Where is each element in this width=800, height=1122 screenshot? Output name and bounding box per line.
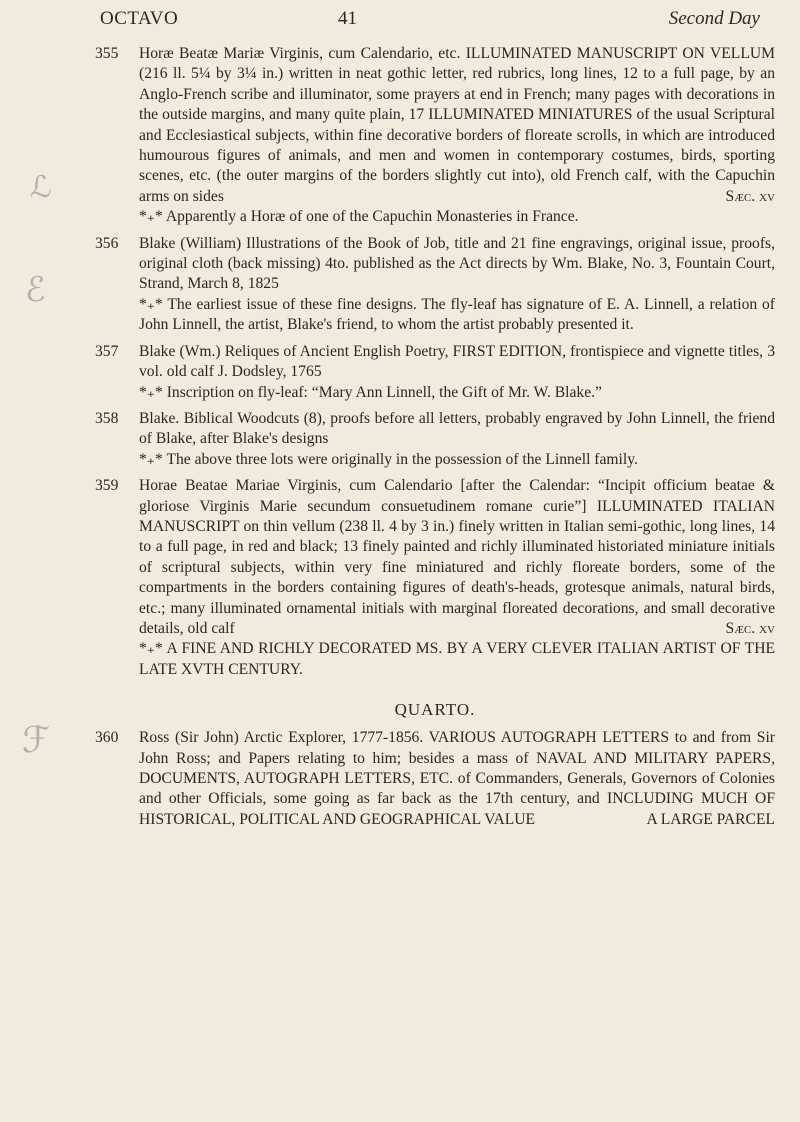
lot-number: 355 [95,45,119,62]
pencil-mark: ℰ [25,270,46,310]
lot-note: *₊* The above three lots were originally in the possession of the Linnell family. [139,450,638,468]
header-format: OCTAVO [100,8,179,29]
lot-description: Ross (Sir John) Arctic Explorer, 1777-1856. VARIOUS AUTOGRAPH LETTERS to and from Sir John Ross; and Papers relating to him; besides a mass of NAVAL AND MILITARY PAPERS, DOCUMENTS, AUTOGRAPH LETTERS, ETC. of Commanders, Generals, Governors of Colonies and other Officials, some going as far back as the 17th century, and INCLUDING MUCH OF HISTORICAL, POLITICAL AND GEOGRAPHICAL VALUE [139,729,775,828]
lot-entry [95,409,775,470]
lot-entry [95,342,775,403]
lot-description: Blake (Wm.) Reliques of Ancient English Poetry, FIRST EDITION, frontispiece and vignette titles, 3 vol. old calf J. Dodsley, 1765 [139,342,775,381]
lot-note: *₊* Inscription on fly-leaf: “Mary Ann Linnell, the Gift of Mr. W. Blake.” [139,383,602,401]
lot-description: Horæ Beatæ Mariæ Virginis, cum Calendario, etc. ILLUMINATED MANUSCRIPT ON VELLUM (216 ll. 5¼ by 3¼ in.) written in neat gothic letter, red rubrics, long lines, 12 to a full page, by an Anglo-French scribe and illuminator, some prayers at end in French; many pages with decorations in the outside margins, and many quite plain, 17 ILLUMINATED MINIATURES of the usual Scriptural and Ecclesiastical subjects, within fine decorative borders of floreate scrolls, in which are introduced humourous figures of animals, and men and women in contemporary costumes, birds, sporting scenes, etc. (the outer margins of the borders slightly cut into), old French calf, with the Capuchin arms on sides [139,45,775,205]
pencil-mark: ℱ [22,720,51,761]
lot-description: Blake (William) Illustrations of the Book of Job, title and 21 fine engravings, original issue, proofs, original cloth (back missing) 4to. published as the Act directs by Wm. Blake, No. 3, Fountain Court, Strand, March 8, 1825 [139,234,775,293]
lot-date: Sæc. xv [725,619,775,637]
lot-lot-size: A LARGE PARCEL [646,810,775,828]
lot-number: 358 [95,409,119,427]
lot-entry [95,44,775,228]
lot-description: Blake. Biblical Woodcuts (8), proofs before all letters, probably engraved by John Linnell, the friend of Blake, after Blake's designs [139,409,775,448]
lot-date: Sæc. xv [725,187,775,205]
lot-entry [95,728,775,830]
lot-entry [95,234,775,336]
page-header [100,8,760,30]
lot-number: 357 [95,342,119,360]
lot-note: *₊* A FINE AND RICHLY DECORATED MS. BY A VERY CLEVER ITALIAN ARTIST OF THE LATE XVTH CENTURY. [139,640,775,678]
page-number: 41 [338,8,357,29]
lot-number: 360 [95,729,119,747]
lot-note: *₊* The earliest issue of these fine designs. The fly-leaf has signature of E. A. Linnell, a relation of John Linnell, the artist, Blake's friend, to whom the artist probably presented it. [139,295,775,334]
lot-description: Horae Beatae Mariae Virginis, cum Calendario [after the Calendar: “Incipit officium beatae & gloriose Virginis Marie secundum consuetudinem romane curie”] ILLUMINATED ITALIAN MANUSCRIPT on thin vellum (238 ll. 4 by 3 in.) finely written in Italian semi-gothic, long lines, 14 to a full page, in red and black; 13 finely painted and richly illuminated historiated miniature initials of scriptural subjects, within very fine miniatured and richly floreate borders, some of the compartments in the borders containing figures of death's-heads, grotesque animals, natural birds, etc.; many illuminated ornamental initials with marginal floreated decorations, and small decorative details, old calf [139,477,775,637]
lot-number: 356 [95,234,119,252]
lot-entry [95,476,775,680]
lot-number: 359 [95,477,119,495]
section-title: QUARTO. [394,700,476,720]
lot-note: *₊* Apparently a Horæ of one of the Capuchin Monasteries in France. [139,208,579,226]
pencil-mark: ℒ [30,170,52,205]
lot-list [95,44,775,836]
header-day: Second Day [668,8,760,29]
